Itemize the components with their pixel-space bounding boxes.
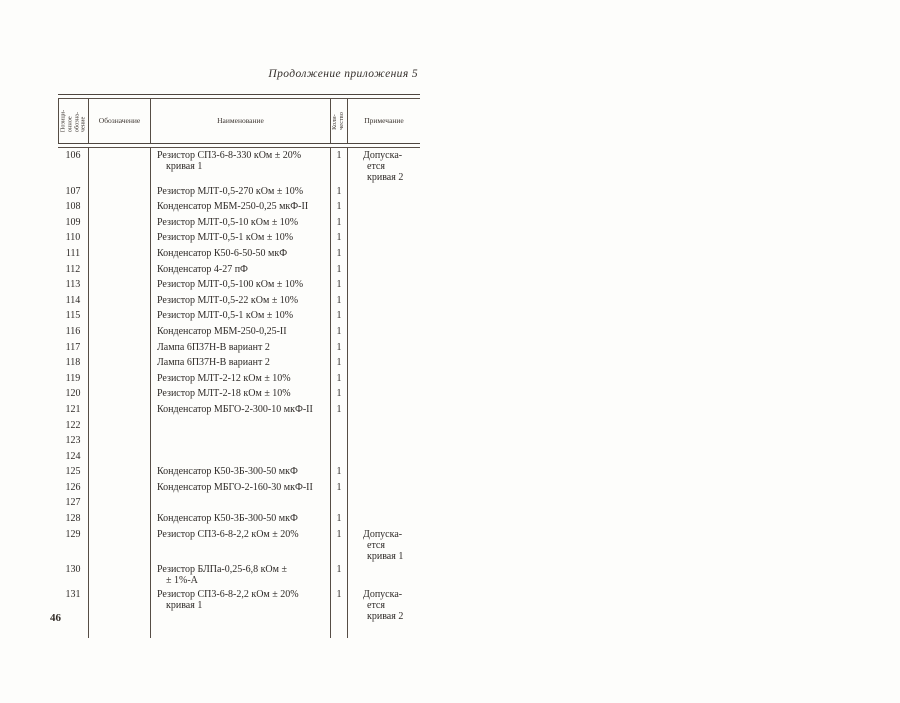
- table-row: [58, 293, 420, 309]
- spacer-cell: [330, 622, 347, 638]
- cell-designation: [88, 199, 150, 215]
- cell-quantity: 1: [330, 277, 347, 293]
- cell-name: Конденсатор МБГО-2-160-30 мкФ-II: [150, 480, 330, 496]
- cell-position-number: 116: [65, 325, 81, 337]
- cell-name: Резистор МЛТ-2-12 кОм ± 10%: [150, 371, 330, 387]
- cell-note: [347, 355, 420, 371]
- table-row: [58, 587, 420, 623]
- cell-note: [347, 418, 420, 434]
- cell-name: [150, 449, 330, 465]
- cell-quantity: 1: [330, 199, 347, 215]
- table-row: [58, 511, 420, 527]
- cell-note: [347, 371, 420, 387]
- cell-name: Конденсатор 4-27 пФ: [150, 262, 330, 278]
- table-bottom-spacer: [58, 622, 420, 638]
- cell-name: Конденсатор К50-3Б-300-50 мкФ: [150, 464, 330, 480]
- cell-position-number: 128: [65, 513, 81, 525]
- cell-position-number: 118: [65, 357, 81, 369]
- cell-note: [347, 449, 420, 465]
- cell-note: [347, 199, 420, 215]
- cell-note: [347, 262, 420, 278]
- cell-designation: [88, 527, 150, 563]
- cell-quantity: 1: [330, 246, 347, 262]
- cell-note: Допуска- ется кривая 2: [347, 148, 420, 184]
- cell-quantity: [330, 418, 347, 434]
- header-quantity: [330, 99, 347, 143]
- cell-position-number: 127: [65, 497, 81, 509]
- cell-designation: [88, 402, 150, 418]
- table-row: [58, 184, 420, 200]
- cell-quantity: 1: [330, 587, 347, 623]
- cell-name: Резистор МЛТ-0,5-22 кОм ± 10%: [150, 293, 330, 309]
- spacer-cell: [58, 622, 88, 638]
- cell-note: [347, 480, 420, 496]
- table-row: [58, 324, 420, 340]
- header-name-label: Наименование: [217, 116, 264, 125]
- page-number: 46: [50, 612, 61, 624]
- table-row: [58, 230, 420, 246]
- header-note-label: Примечание: [364, 116, 404, 125]
- cell-quantity: 1: [330, 215, 347, 231]
- cell-designation: [88, 215, 150, 231]
- cell-quantity: 1: [330, 386, 347, 402]
- cell-quantity: 1: [330, 340, 347, 356]
- table-row: [58, 199, 420, 215]
- cell-position-number: 120: [65, 388, 81, 400]
- header-designation: [88, 99, 150, 143]
- cell-quantity: [330, 433, 347, 449]
- cell-note: [347, 277, 420, 293]
- cell-quantity: 1: [330, 308, 347, 324]
- cell-designation: [88, 562, 150, 586]
- cell-position-number: 121: [65, 403, 81, 415]
- cell-designation: [88, 464, 150, 480]
- cell-name: Резистор МЛТ-0,5-270 кОм ± 10%: [150, 184, 330, 200]
- cell-designation: [88, 355, 150, 371]
- cell-designation: [88, 308, 150, 324]
- table-row: [58, 562, 420, 586]
- table-row: [58, 371, 420, 387]
- cell-designation: [88, 246, 150, 262]
- cell-position-number: 123: [65, 435, 81, 447]
- cell-note: [347, 293, 420, 309]
- cell-position-number: 115: [65, 310, 81, 322]
- cell-name: Резистор МЛТ-2-18 кОм ± 10%: [150, 386, 330, 402]
- header-quantity-rotated-label: Коли- чество: [331, 112, 345, 130]
- cell-position-number: 125: [65, 466, 81, 478]
- table-row: [58, 449, 420, 465]
- cell-quantity: 1: [330, 511, 347, 527]
- cell-position-number: 131: [65, 588, 81, 600]
- cell-note: [347, 386, 420, 402]
- cell-position-number: 122: [65, 419, 81, 431]
- table-body: [58, 148, 420, 638]
- table-row: [58, 148, 420, 184]
- cell-name: Резистор СП3-6-8-330 кОм ± 20% кривая 1: [150, 148, 330, 184]
- table-row: [58, 277, 420, 293]
- cell-name: Резистор МЛТ-0,5-1 кОм ± 10%: [150, 308, 330, 324]
- cell-quantity: 1: [330, 230, 347, 246]
- cell-name: Конденсатор МБМ-250-0,25-II: [150, 324, 330, 340]
- cell-quantity: 1: [330, 184, 347, 200]
- cell-name: [150, 495, 330, 511]
- table-row: [58, 402, 420, 418]
- cell-designation: [88, 262, 150, 278]
- parts-table: [58, 94, 420, 638]
- header-designation-label: Обозначение: [98, 116, 141, 125]
- cell-name: Резистор БЛПа-0,25-6,8 кОм ± ± 1%-А: [150, 562, 330, 586]
- cell-quantity: 1: [330, 324, 347, 340]
- cell-name: [150, 433, 330, 449]
- table-row: [58, 386, 420, 402]
- cell-quantity: 1: [330, 527, 347, 563]
- cell-designation: [88, 480, 150, 496]
- cell-note: [347, 324, 420, 340]
- cell-position-number: 108: [65, 201, 81, 213]
- cell-name: Резистор СП3-6-8-2,2 кОм ± 20% кривая 1: [150, 587, 330, 623]
- table-row: [58, 418, 420, 434]
- cell-position-number: 109: [65, 216, 81, 228]
- cell-note: Допуска- ется кривая 2: [347, 587, 420, 623]
- cell-position-number: 119: [65, 372, 81, 384]
- cell-name: Резистор МЛТ-0,5-100 кОм ± 10%: [150, 277, 330, 293]
- cell-quantity: 1: [330, 371, 347, 387]
- cell-name: Лампа 6П37Н-В вариант 2: [150, 340, 330, 356]
- cell-designation: [88, 371, 150, 387]
- cell-quantity: 1: [330, 464, 347, 480]
- table-row: [58, 246, 420, 262]
- cell-note: [347, 308, 420, 324]
- cell-position-number: 129: [65, 528, 81, 540]
- cell-note: [347, 433, 420, 449]
- cell-note: [347, 464, 420, 480]
- table-row: [58, 262, 420, 278]
- cell-name: Конденсатор К50-6-50-50 мкФ: [150, 246, 330, 262]
- cell-quantity: 1: [330, 262, 347, 278]
- cell-designation: [88, 433, 150, 449]
- cell-quantity: 1: [330, 148, 347, 184]
- table-row: [58, 433, 420, 449]
- cell-note: [347, 246, 420, 262]
- table-row: [58, 495, 420, 511]
- cell-designation: [88, 277, 150, 293]
- cell-position-number: 106: [65, 150, 81, 161]
- cell-name: Конденсатор МБМ-250-0,25 мкФ-II: [150, 199, 330, 215]
- header-name: [150, 99, 330, 143]
- cell-quantity: 1: [330, 402, 347, 418]
- cell-quantity: [330, 495, 347, 511]
- table-header-row: [58, 99, 420, 143]
- cell-note: [347, 402, 420, 418]
- cell-name: Конденсатор К50-3Б-300-50 мкФ: [150, 511, 330, 527]
- cell-position-number: 124: [65, 450, 81, 462]
- cell-name: [150, 418, 330, 434]
- cell-designation: [88, 449, 150, 465]
- cell-position-number: 112: [65, 263, 81, 275]
- cell-designation: [88, 230, 150, 246]
- cell-designation: [88, 324, 150, 340]
- cell-designation: [88, 587, 150, 623]
- cell-quantity: 1: [330, 480, 347, 496]
- header-position-rotated-label: Позици- онное обозна- чение: [58, 109, 87, 133]
- table-row: [58, 355, 420, 371]
- cell-quantity: 1: [330, 355, 347, 371]
- cell-note: [347, 215, 420, 231]
- table-row: [58, 527, 420, 563]
- spacer-cell: [88, 622, 150, 638]
- cell-note: [347, 495, 420, 511]
- table-row: [58, 480, 420, 496]
- cell-position-number: 113: [65, 279, 81, 291]
- cell-note: [347, 562, 420, 586]
- table-row: [58, 464, 420, 480]
- cell-designation: [88, 511, 150, 527]
- header-position: [58, 99, 88, 143]
- header-note: [347, 99, 420, 143]
- spacer-cell: [150, 622, 330, 638]
- cell-position-number: 110: [65, 232, 81, 244]
- cell-designation: [88, 418, 150, 434]
- cell-note: [347, 340, 420, 356]
- cell-note: [347, 511, 420, 527]
- cell-name: Резистор СП3-6-8-2,2 кОм ± 20%: [150, 527, 330, 563]
- cell-note: [347, 184, 420, 200]
- cell-designation: [88, 340, 150, 356]
- cell-designation: [88, 293, 150, 309]
- cell-quantity: 1: [330, 562, 347, 586]
- cell-designation: [88, 148, 150, 184]
- table-row: [58, 308, 420, 324]
- cell-name: Резистор МЛТ-0,5-10 кОм ± 10%: [150, 215, 330, 231]
- cell-note: [347, 230, 420, 246]
- cell-name: Конденсатор МБГО-2-300-10 мкФ-II: [150, 402, 330, 418]
- cell-position-number: 126: [65, 481, 81, 493]
- cell-designation: [88, 495, 150, 511]
- cell-position-number: 111: [65, 247, 81, 259]
- cell-position-number: 107: [65, 185, 81, 197]
- cell-name: Лампа 6П37Н-В вариант 2: [150, 355, 330, 371]
- cell-quantity: [330, 449, 347, 465]
- cell-position-number: 117: [65, 341, 81, 353]
- cell-name: Резистор МЛТ-0,5-1 кОм ± 10%: [150, 230, 330, 246]
- cell-designation: [88, 386, 150, 402]
- cell-position-number: 114: [65, 294, 81, 306]
- cell-note: Допуска- ется кривая 1: [347, 527, 420, 563]
- cell-position-number: 130: [65, 564, 81, 576]
- spacer-cell: [347, 622, 420, 638]
- cell-quantity: 1: [330, 293, 347, 309]
- table-row: [58, 340, 420, 356]
- table-row: [58, 215, 420, 231]
- appendix-continuation-title: Продолжение приложения 5: [268, 68, 418, 80]
- cell-designation: [88, 184, 150, 200]
